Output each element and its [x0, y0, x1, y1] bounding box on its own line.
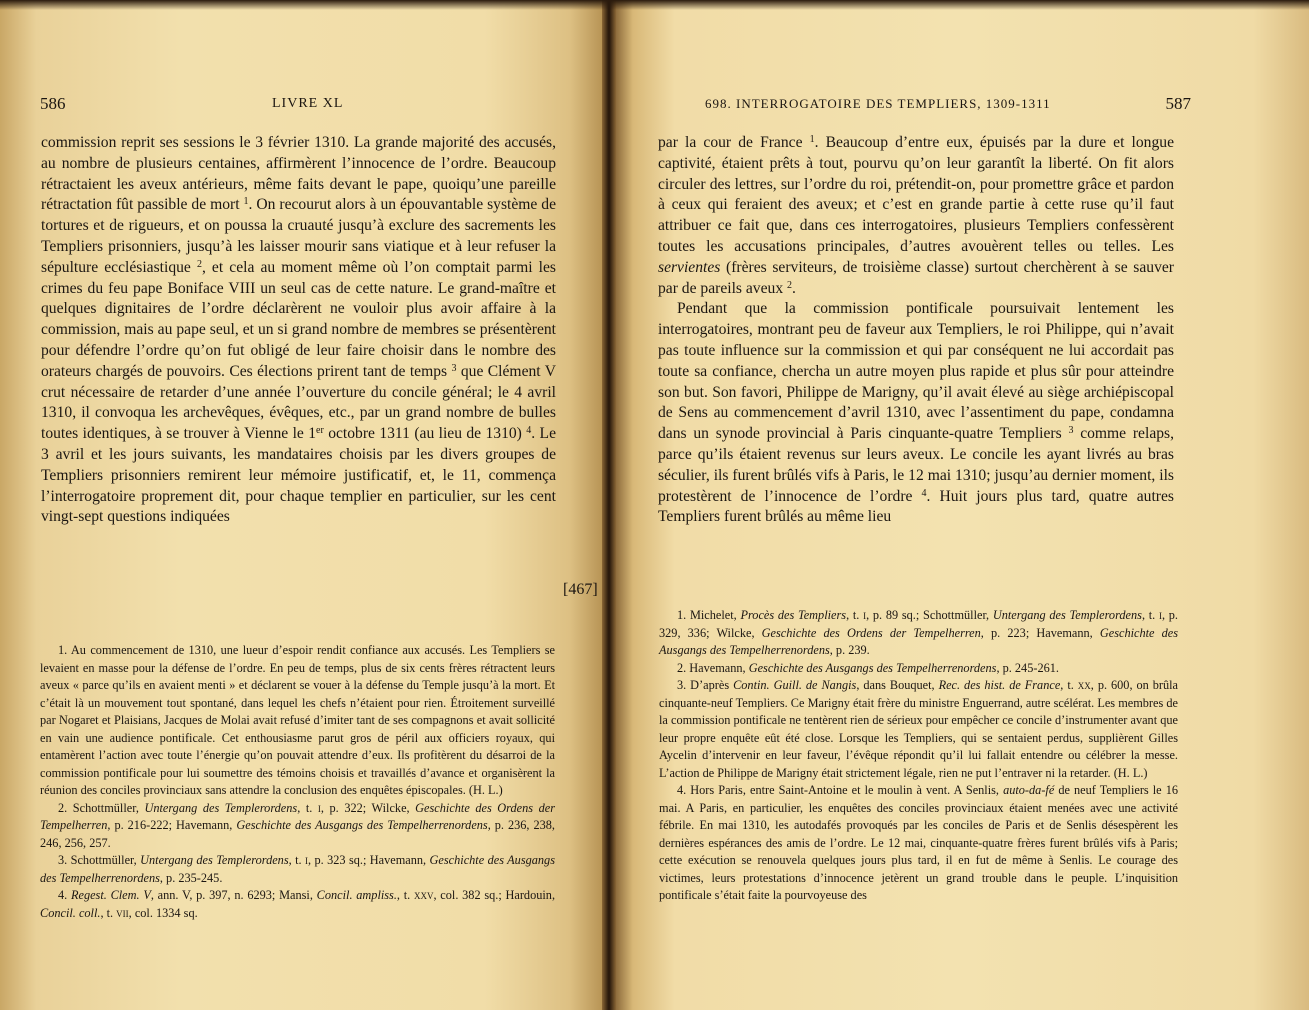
- right-page: [612, 0, 1309, 1010]
- left-running-header: [40, 94, 560, 114]
- right-footnotes: [659, 607, 1178, 905]
- right-body-paragraph-2: Pendant que la commission pontificale poursuivait lentement les interrogatoires, montrant peu de faveur aux Templiers, le roi Philippe, qui n’avait pas toute influence sur la commission et qui par conséquent ne lui accordait pas toute sa confiance, chercha un autre moyen plus rapide et plus sûr pour atteindre son but. Son favori, Philippe de Marigny, qu’il avait élevé au siège archiépiscopal de Sens au commencement d’avril 1310, avec l’assentiment du pape, condamna dans un synode provincial à Paris cinquante-quatre Templiers $^3$ comme relaps, parce qu’ils étaient revenus sur leurs aveux. Le concile les ayant livrés au bras séculier, ils furent brûlés vifs à Paris, le 12 mai 1310; jusqu’au dernier moment, ils protestèrent de l’innocence de l’ordre $^4$. Huit jours plus tard, quatre autres Templiers furent brûlés au même lieu: [658, 300, 1174, 526]
- left-body-text: [41, 133, 556, 528]
- left-footnote-4: 4. Regest. Clem. V, ann. V, p. 397, n. 6293; Mansi, Concil. ampliss., t. xxv, col. 382 sq.; Hardouin, Concil. coll., t. vii, col. 1334 sq.: [40, 888, 556, 920]
- book-gutter: [602, 0, 616, 1010]
- left-page: [0, 0, 606, 1010]
- left-body-paragraph: commission reprit ses sessions le 3 février 1310. La grande majorité des accusés, au nombre de plusieurs centaines, affirmèrent l’innocence de l’ordre. Beaucoup rétractaient les aveux antérieurs, même faits devant le pape, quoiqu’une pareille rétractation fût passible de mort $^1$. On recourut alors à un épouvantable système de tortures et de rigueurs, et on poussa la cruauté jusqu’à exclure des sacrements les Templiers prisonniers, jusqu’à les laisser mourir sans viatique et à leur refuser la sépulture ecclésiastique $^2$, et cela au moment même où l’on comptait parmi les crimes du feu pape Boniface VIII un seul cas de cette nature. Le grand-maître et quelques dignitaires de l’ordre déclarèrent ne vouloir plus avoir affaire à la commission, mais au pape seul, et un si grand nombre de membres se présentèrent pour défendre l’ordre qu’on fut obligé de leur faire choisir dans le nombre des orateurs chargés de pouvoirs. Ces élections prirent tant de temps $^3$ que Clément V crut nécessaire de retarder d’une année l’ouverture du concile général; le 4 avril 1310, il convoqua les archevêques, évêques, etc., par un grand nombre de bulles toutes identiques, à se trouver à Vienne le 1er octobre 1311 (au lieu de 1310) $^4$. Le 3 avril et les jours suivants, les mandataires choisis par les divers groupes de Templiers prisonniers remirent leur mémoire justificatif, et, le 11, commença l’interrogatoire proprement dit, pour chaque templier en particulier, sur les cent vingt-sept questions indiquées: [41, 134, 556, 526]
- right-footnote-4: 4. Hors Paris, entre Saint-Antoine et le moulin à vent. A Senlis, auto-da-fé de neuf Templiers le 16 mai. A Paris, en particulier, les enquêtes des conciles provinciaux étaient menées avec une activité fébrile. En mai 1310, les autodafés provoqués par les conciles de Paris et de Senlis désespèrent les dernières espérances des amis de l’ordre. Le 12 mai, cinquante-quatre frères furent brûlés vifs à Paris; cette exécution se renouvela quelques jours plus tard, il en fut de même à Senlis. Le courage des victimes, leurs protestations d’innocence jetèrent un grand trouble dans le peuple. L’inquisition pontificale s’était faite la pourvoyeuse des: [659, 783, 1178, 902]
- left-footnote-2: 2. Schottmüller, Untergang des Templerordens, t. i, p. 322; Wilcke, Geschichte des Ordens der Tempelherren, p. 216-222; Havemann, Geschichte des Ausgangs des Tempelherrenordens, p. 236, 238, 246, 256, 257.: [40, 800, 556, 850]
- right-footnote-2: 2. Havemann, Geschichte des Ausgangs des Tempelherrenordens, p. 245-261.: [677, 660, 1059, 675]
- right-body-text: [658, 133, 1174, 528]
- left-footnote-1: 1. Au commencement de 1310, une lueur d’espoir rendit confiance aux accusés. Les Templiers se levaient en masse pour la défense de l’ordre. En peu de temps, plus de six cents frères rétractent leurs aveux « parce qu’ils en avaient menti » et déclarent se vouer à la défense du Temple jusqu’à la mort. Et c’était là un mouvement tout spontané, dans lequel les chefs n’étaient pour rien. Étroitement surveillé par Nogaret et Plaisians, Jacques de Molai avait refusé d’imiter tant de ses compagnons et avait sollicité en vain une audience pontificale. Cet enthousiasme parut gros de péril aux officiers royaux, qui entamèrent l’action avec toute l’énergie qu’on pouvait attendre d’eux. Ils profitèrent du désarroi de la commission pontificale pour lui soumettre des témoins choisis et travaillés d’avance et organisèrent la réunion des conciles provinciaux sans attendre la conclusion des enquêtes épiscopales. (H. L.): [40, 643, 555, 797]
- right-body-paragraph-1: par la cour de France $^1$. Beaucoup d’entre eux, épuisés par la dure et longue captivité, étaient prêts à tout, pourvu qu’on leur garantît la liberté. On fit alors circuler des lettres, sur l’ordre du roi, prétendit-on, pour promettre grâce et pardon à ceux qui feraient des aveux; et c’est en grande partie à cette ruse qu’il faut attribuer ce fait que, dans ces interrogatoires, plusieurs Templiers confessèrent toutes les accusations principales, d’autres avouèrent telles ou telles. Les servientes (frères serviteurs, de troisième classe) surtout cherchèrent à se sauver par de pareils aveux $^2$.: [658, 134, 1174, 297]
- left-running-head: LIVRE XL: [272, 96, 344, 111]
- right-page-number: 587: [1165, 94, 1191, 113]
- right-running-head: 698. INTERROGATOIRE DES TEMPLIERS, 1309-1311: [705, 96, 1051, 111]
- margin-reference: [467]: [563, 581, 598, 598]
- right-footnote-3: 3. D’après Contin. Guill. de Nangis, dans Bouquet, Rec. des hist. de France, t. xx, p. 600, on brûla cinquante-neuf Templiers. Ce Marigny était frère du ministre Enguerrand, autre scélérat. Les membres de la commission pontificale ne tentèrent rien de sérieux pour empêcher ce concile d’instrumenter avant que leur propre enquête eût été close. Lorsque les Templiers, qui se sentaient perdus, supplièrent Gilles Aycelin d’intervenir en leur faveur, l’évêque répondit qu’il lui fallait entendre ou célébrer la messe. L’action de Philippe de Marigny était strictement légale, rien ne put l’entraver ni la retarder. (H. L.): [659, 678, 1179, 780]
- right-footnote-1: 1. Michelet, Procès des Templiers, t. i, p. 89 sq.; Schottmüller, Untergang des Templerordens, t. i, p. 329, 336; Wilcke, Geschichte des Ordens der Tempelherren, p. 223; Havemann, Geschichte des Ausgangs des Tempelherrenordens, p. 239.: [659, 608, 1179, 657]
- left-footnote-3: 3. Schottmüller, Untergang des Templerordens, t. i, p. 323 sq.; Havemann, Geschichte des Ausgangs des Tempelherrenordens, p. 235-245.: [40, 853, 555, 885]
- left-footnotes: [40, 642, 555, 922]
- top-shadow: [0, 0, 1309, 10]
- left-page-number: 586: [40, 94, 66, 113]
